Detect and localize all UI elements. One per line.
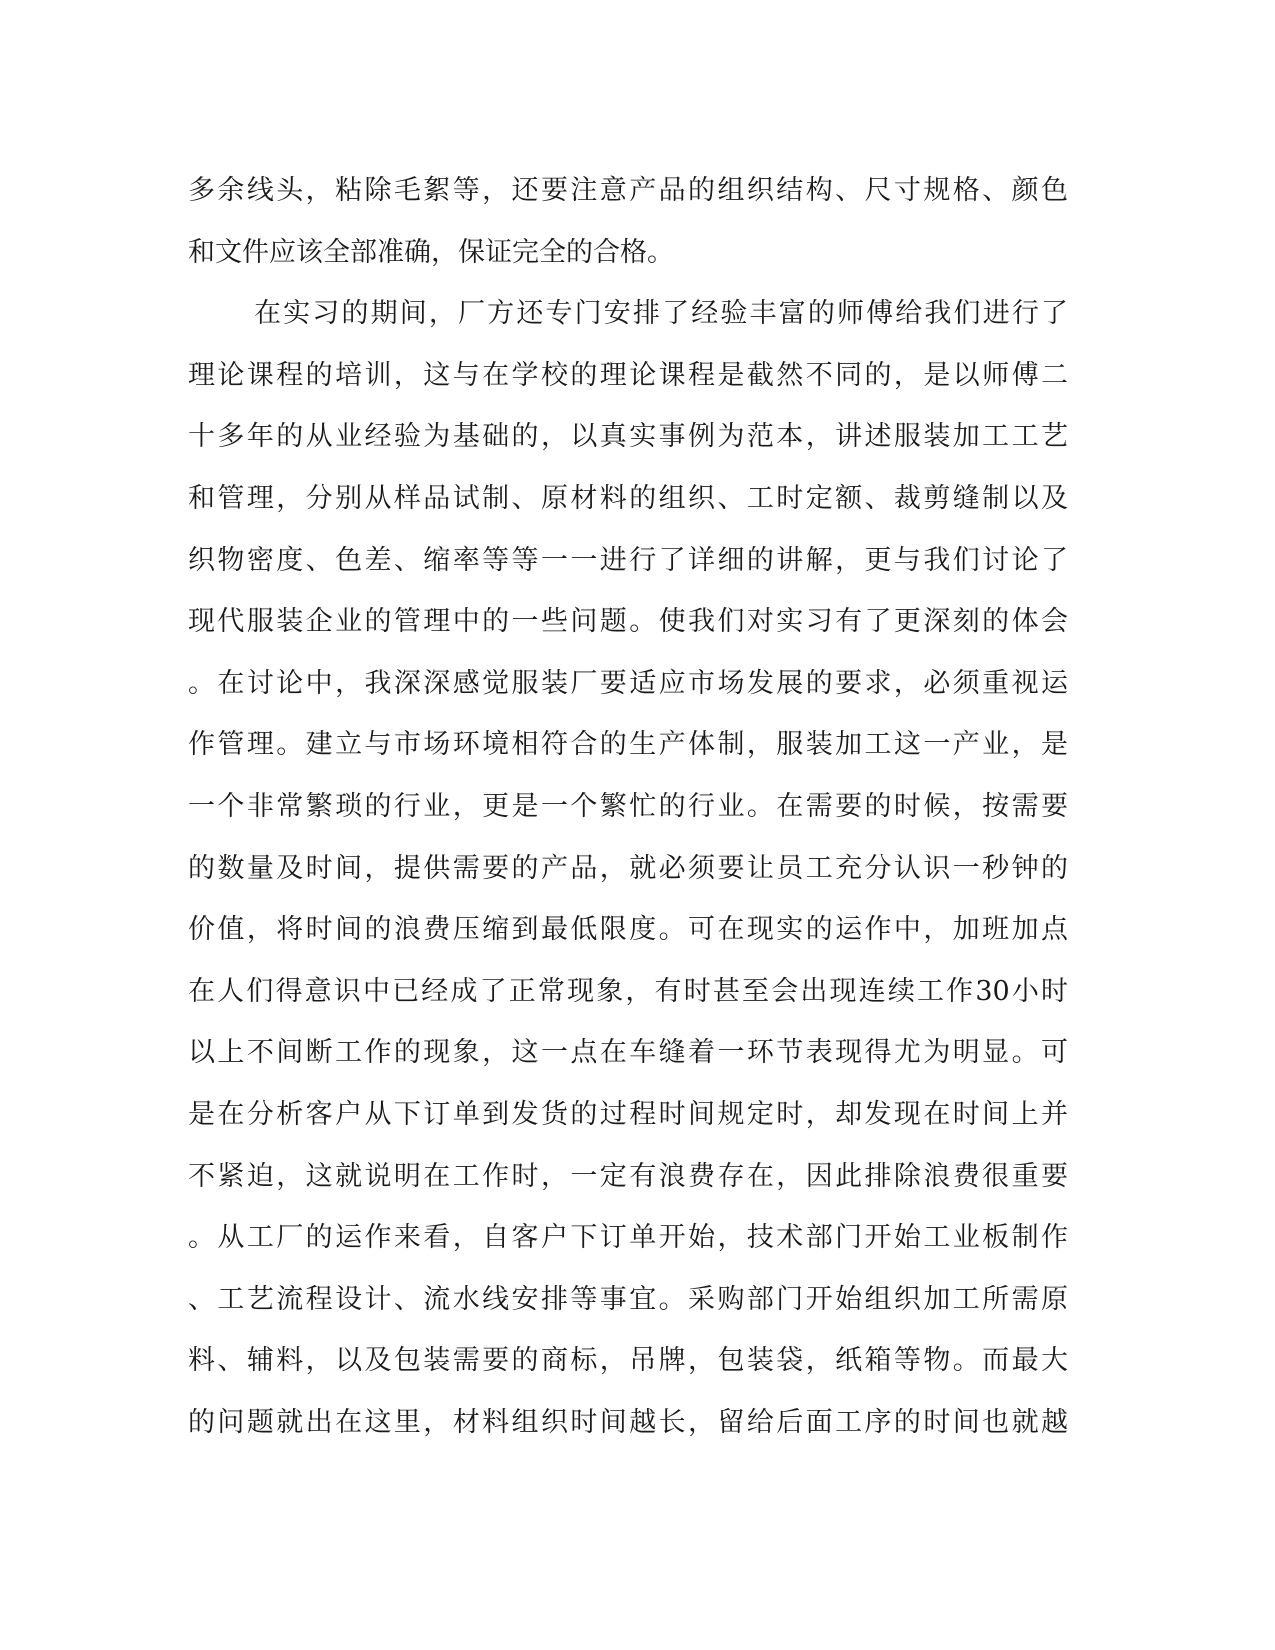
text-line-18: 。从工厂的运作来看，自客户下订单开始，技术部门开始工业板制作 [188,1222,1068,1254]
text-line-2: 和文件应该全部准确，保证完全的合格。 [188,236,674,268]
text-line-3: 在实习的期间，厂方还专门安排了经验丰富的师傅给我们进行了 [254,298,1068,330]
text-line-19: 、工艺流程设计、流水线安排等事宜。采购部门开始组织加工所需原 [188,1283,1068,1315]
text-line-8: 现代服装企业的管理中的一些问题。使我们对实习有了更深刻的体会 [188,606,1068,638]
text-line-10: 作管理。建立与市场环境相符合的生产体制，服装加工这一产业，是 [188,729,1068,761]
text-line-6: 和管理，分别从样品试制、原材料的组织、工时定额、裁剪缝制以及 [188,482,1068,514]
text-line-4: 理论课程的培训，这与在学校的理论课程是截然不同的，是以师傅二 [188,359,1068,391]
text-line-1: 多余线头，粘除毛絮等，还要注意产品的组织结构、尺寸规格、颜色 [188,175,1068,206]
text-line-14: 在人们得意识中已经成了正常现象，有时甚至会出现连续工作30小时 [188,975,1068,1007]
text-line-12: 的数量及时间，提供需要的产品，就必须要让员工充分认识一秒钟的 [188,852,1068,884]
text-line-9: 。在讨论中，我深深感觉服装厂要适应市场发展的要求，必须重视运 [188,667,1068,699]
text-line-5: 十多年的从业经验为基础的，以真实事例为范本，讲述服装加工工艺 [188,421,1068,453]
text-line-7: 织物密度、色差、缩率等等一一进行了详细的讲解，更与我们讨论了 [188,544,1068,576]
text-line-11: 一个非常繁琐的行业，更是一个繁忙的行业。在需要的时候，按需要 [188,790,1068,822]
text-line-16: 是在分析客户从下订单到发货的过程时间规定时，却发现在时间上并 [188,1098,1068,1130]
text-line-15: 以上不间断工作的现象，这一点在车缝着一环节表现得尤为明显。可 [188,1037,1068,1069]
text-line-17: 不紧迫，这就说明在工作时，一定有浪费存在，因此排除浪费很重要 [188,1160,1068,1192]
text-line-13: 价值，将时间的浪费压缩到最低限度。可在现实的运作中，加班加点 [188,914,1068,946]
body-text [188,160,1068,1453]
text-line-20: 料、辅料，以及包装需要的商标，吊牌，包装袋，纸箱等物。而最大 [188,1345,1068,1377]
text-line-21: 的问题就出在这里，材料组织时间越长，留给后面工序的时间也就越 [188,1406,1068,1438]
